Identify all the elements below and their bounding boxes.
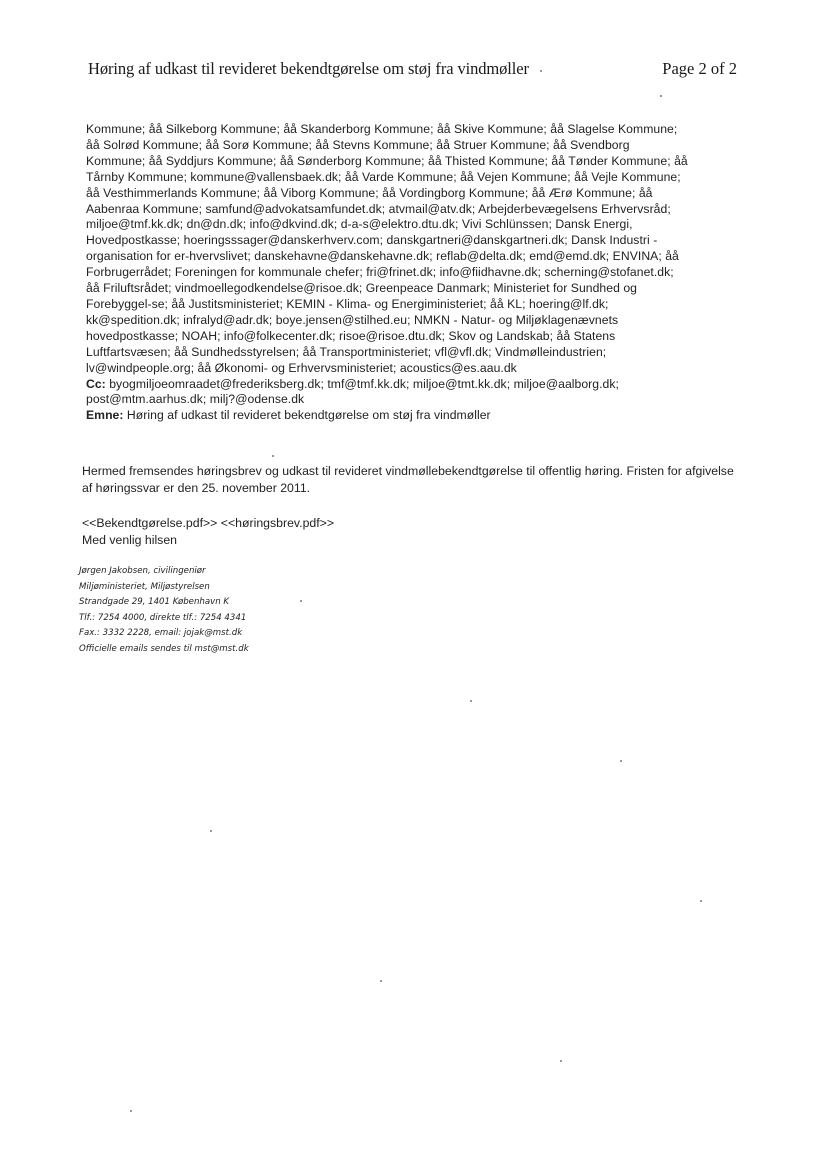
cc-line-continued: post@mtm.aarhus.dk; milj?@odense.dk (86, 392, 305, 407)
signature-phone: Tlf.: 7254 4000, direkte tlf.: 7254 4341 (79, 612, 247, 623)
recipients-line: kk@spedition.dk; infralyd@adr.dk; boye.jensen@stilhed.eu; NMKN - Natur- og Miljøklagenævnets (86, 312, 619, 327)
recipients-line: åå Solrød Kommune; åå Sorø Kommune; åå Stevns Kommune; åå Struer Kommune; åå Svendborg (86, 137, 630, 152)
recipients-line: Kommune; åå Silkeborg Kommune; åå Skanderborg Kommune; åå Skive Kommune; åå Slagelse Kommune; (86, 122, 678, 136)
subject-line (86, 408, 742, 424)
scan-speck (300, 600, 302, 602)
subject-label: Emne: (86, 408, 124, 423)
scan-speck (272, 455, 274, 457)
recipients-line: åå Vesthimmerlands Kommune; åå Viborg Kommune; åå Vordingborg Kommune; åå Ærø Kommune; åå (86, 185, 653, 200)
scan-speck (660, 95, 662, 97)
scan-speck (210, 830, 212, 832)
scan-speck (540, 70, 542, 72)
scan-speck (130, 1110, 132, 1112)
body-paragraph: Hermed fremsendes høringsbrev og udkast til revideret vindmøllebekendtgørelse til offentlig høring. Fristen for afgivelse af høringssvar er den 25. november 2011. (82, 464, 734, 495)
recipients-line: åå Friluftsrådet; vindmoellegodkendelse@risoe.dk; Greenpeace Danmark; Ministeriet for Sundhed og (86, 281, 637, 296)
cc-label: Cc: (86, 376, 106, 391)
email-signature (79, 564, 249, 658)
document-header-title: Høring af udkast til revideret bekendtgørelse om støj fra vindmøller (88, 59, 529, 78)
attachments-block (82, 515, 334, 548)
recipients-line: Aabenraa Kommune; samfund@advokatsamfundet.dk; atvmail@atv.dk; Arbejderbevægelsens Erhvervsråd; (86, 201, 671, 216)
scan-speck (470, 700, 472, 702)
recipients-line: Kommune; åå Syddjurs Kommune; åå Sønderborg Kommune; åå Thisted Kommune; åå Tønder Kommune; åå (86, 153, 688, 168)
recipients-line: Forebyggel-se; åå Justitsministeriet; KEMIN - Klima- og Energiministeriet; åå KL; hoering@lf.dk; (86, 296, 609, 311)
signature-organization: Miljøministeriet, Miljøstyrelsen (79, 581, 210, 592)
recipients-line: Tårnby Kommune; kommune@vallensbaek.dk; åå Varde Kommune; åå Vejen Kommune; åå Vejle Kommune; (86, 169, 681, 184)
recipients-line: lv@windpeople.org; åå Økonomi- og Erhvervsministeriet; acoustics@es.aau.dk (86, 360, 517, 375)
scan-speck (380, 980, 382, 982)
recipients-line: Hovedpostkasse; hoeringsssager@danskerhverv.com; danskgartneri@danskgartneri.dk; Dansk Industri - (86, 233, 658, 248)
recipients-line: hovedpostkasse; NOAH; info@folkecenter.dk; risoe@risoe.dtu.dk; Skov og Landskab; åå Statens (86, 328, 616, 343)
recipients-line: organisation for er-hvervslivet; danskehavne@danskehavne.dk; reflab@delta.dk; emd@emd.dk; ENVINA; åå (86, 249, 679, 264)
signature-fax-email: Fax.: 3332 2228, email: jojak@mst.dk (79, 628, 243, 639)
scan-speck (560, 1060, 562, 1062)
recipients-line: Luftfartsvæsen; åå Sundhedsstyrelsen; åå Transportministeriet; vfl@vfl.dk; Vindmølleindustrien; (86, 344, 607, 359)
scan-speck (620, 760, 622, 762)
scan-speck (700, 900, 702, 902)
signature-official-email: Officielle emails sendes til mst@mst.dk (79, 643, 249, 654)
closing-greeting: Med venlig hilsen (82, 532, 178, 547)
cc-addresses: byogmiljoeomraadet@frederiksberg.dk; tmf@tmf.kk.dk; miljoe@tmt.kk.dk; miljoe@aalborg.dk; (105, 376, 619, 391)
recipients-line: Forbrugerrådet; Foreningen for kommunale chefer; fri@frinet.dk; info@fiidhavne.dk; scherning@stofanet.dk; (86, 265, 674, 280)
signature-address: Strandgade 29, 1401 København K (79, 597, 230, 608)
page-number-label: Page 2 of 2 (662, 59, 737, 78)
attachment-list: <<Bekendtgørelse.pdf>> <<høringsbrev.pdf>> (82, 516, 335, 530)
recipients-line: miljoe@tmf.kk.dk; dn@dn.dk; info@dkvind.dk; d-a-s@elektro.dtu.dk; Vivi Schlünssen; Dansk Energi, (86, 217, 633, 232)
signature-name: Jørgen Jakobsen, civilingeniør (79, 566, 206, 576)
subject-text: Høring af udkast til revideret bekendtgørelse om støj fra vindmøller (123, 408, 491, 423)
email-recipients-block (86, 122, 742, 424)
cc-line (86, 377, 742, 393)
message-body (82, 463, 742, 496)
